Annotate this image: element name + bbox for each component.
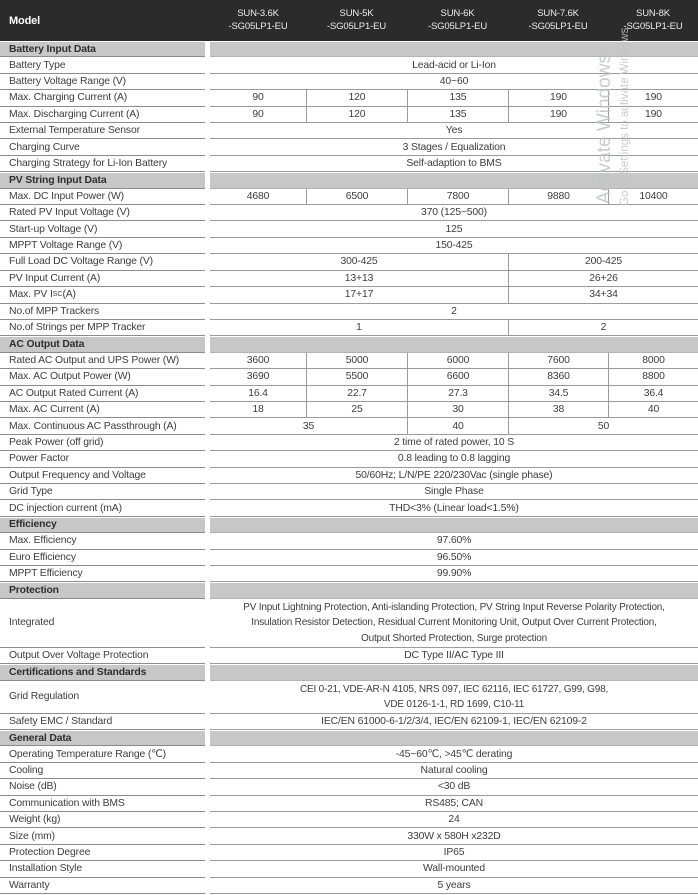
row-values [210,746,698,762]
row-label: Start-up Voltage (V) [0,221,205,237]
row-label: Max. AC Current (A) [0,402,205,418]
table-row [0,763,698,779]
row-values [210,517,698,533]
row-values [210,221,698,237]
row-values [210,107,698,123]
section-title: Battery Input Data [0,41,205,57]
value-cell: 7600 [508,353,608,368]
value-cell: 200-425 [508,254,698,269]
row-label: Max. Charging Current (A) [0,90,205,106]
row-label: Integrated [0,599,205,648]
row-label: Protection Degree [0,845,205,861]
row-label: No.of Strings per MPP Tracker [0,320,205,336]
row-values [210,123,698,139]
section-title: General Data [0,730,205,746]
value-cell: 34+34 [508,287,698,302]
value-cell: 10400 [608,189,698,204]
row-label: Charging Curve [0,139,205,155]
row-values [210,714,698,730]
value-cell: 3690 [246,371,270,383]
section-title: PV String Input Data [0,172,205,188]
row-values [210,353,698,369]
value-cell: 13+13 [344,272,374,284]
table-body [0,41,698,895]
value-cell: Yes [445,125,463,137]
row-values [210,812,698,828]
row-label: Warranty [0,878,205,894]
value-cell: Wall-mounted [423,863,485,875]
value-cell: 5 years [437,879,471,891]
row-label: MPPT Voltage Range (V) [0,238,205,254]
table-row [0,369,698,385]
watermark-subtitle: Go to Settings to activate Windows [619,27,631,206]
row-values [210,451,698,467]
model-column [508,0,608,41]
model-column [210,0,306,41]
table-row [0,828,698,844]
table-row [0,599,698,648]
row-label: Weight (kg) [0,812,205,828]
table-row [0,139,698,155]
row-values [210,336,698,352]
value-cell: 16.4 [248,387,268,399]
value-cell: 18 [252,404,264,416]
value-cell: 7800 [407,189,508,204]
table-row [0,189,698,205]
value-cell: 150-425 [435,240,473,252]
value-cell: 38 [508,402,608,417]
row-label: Cooling [0,763,205,779]
value-cell: PV Input Lightning Protection, Anti-islanding Protection, PV String Input Reverse Polarity Protection, Insulation Resistor Detection, Residual Current Monitoring Unit, Output Over Current Protection, Output Shorted Protection, Surge protection [243,601,665,644]
value-cell: 8360 [508,369,608,384]
value-cell: 40~60 [439,76,469,88]
section-title: AC Output Data [0,336,205,352]
value-cell: 120 [306,107,407,122]
row-values [210,156,698,172]
row-label: Max. Discharging Current (A) [0,107,205,123]
row-values [210,828,698,844]
value-cell: 120 [306,90,407,105]
value-cell: 8800 [608,369,698,384]
table-row [0,386,698,402]
value-cell: 4680 [246,190,270,202]
value-cell: <30 dB [437,781,471,793]
row-label: Rated PV Input Voltage (V) [0,205,205,221]
row-label: Max. Efficiency [0,533,205,549]
table-row [0,451,698,467]
section-row [0,730,698,746]
value-cell: 34.5 [508,386,608,401]
value-cell: 8000 [608,353,698,368]
row-values [210,550,698,566]
table-row [0,287,698,303]
value-cell: -45~60℃, >45℃ derating [395,749,513,761]
value-cell: 0.8 leading to 0.8 lagging [397,453,511,465]
row-values [210,74,698,90]
row-values [210,402,698,418]
table-header [0,0,698,41]
row-label: Max. PV I SC (A) [0,287,205,303]
model-name: SUN-6K [440,8,475,19]
table-row [0,123,698,139]
row-values [210,763,698,779]
model-name: SUN-5K [339,8,374,19]
row-label: DC injection current (mA) [0,500,205,516]
section-title: Efficiency [0,517,205,533]
value-cell: 50 [508,418,698,433]
table-row [0,205,698,221]
row-label: Noise (dB) [0,779,205,795]
table-row [0,681,698,714]
row-values [210,861,698,877]
model-suffix: -SG05LP1-EU [528,20,588,32]
row-label: Communication with BMS [0,796,205,812]
row-values [210,254,698,270]
row-values [210,878,698,894]
value-cell: Natural cooling [420,765,488,777]
model-suffix: -SG05LP1-EU [623,20,683,32]
row-label: Max. AC Output Power (W) [0,369,205,385]
model-columns [210,0,698,41]
value-cell: 35 [302,420,315,432]
row-values [210,664,698,680]
model-name: SUN-7.6K [537,8,579,19]
value-cell: DC Type II/AC Type III [404,650,504,662]
row-values [210,779,698,795]
table-row [0,271,698,287]
row-values [210,435,698,451]
row-values [210,418,698,434]
value-cell: 40 [407,418,508,433]
section-row [0,517,698,533]
row-values [210,386,698,402]
value-cell: 2 [451,305,457,317]
value-cell: 26+26 [508,271,698,286]
model-suffix: -SG05LP1-EU [228,20,288,32]
row-values [210,468,698,484]
value-cell: 330W x 580H x232D [407,830,501,842]
row-values [210,41,698,57]
row-values [210,681,698,714]
table-row [0,533,698,549]
table-row [0,746,698,762]
value-cell: 50/60Hz; L/N/PE 220/230Vac (single phase) [355,469,553,481]
row-label: Power Factor [0,451,205,467]
value-cell: 17+17 [344,289,374,301]
row-label: AC Output Rated Current (A) [0,386,205,402]
table-row [0,402,698,418]
value-cell: 6600 [407,369,508,384]
row-values [210,582,698,598]
row-values [210,189,698,205]
table-row [0,484,698,500]
row-label: Safety EMC / Standard [0,714,205,730]
value-cell: 24 [448,814,460,826]
row-values [210,648,698,664]
value-cell: 5000 [306,353,407,368]
value-cell: 2 [508,320,698,335]
row-values [210,845,698,861]
table-row [0,566,698,582]
value-cell: 96.50% [436,551,472,563]
value-cell: 97.60% [436,535,472,547]
section-row [0,41,698,57]
section-row [0,664,698,680]
table-row [0,435,698,451]
row-label: Operating Temperature Range (℃) [0,746,205,762]
value-cell: 36.4 [608,386,698,401]
table-row [0,74,698,90]
row-label: Max. DC Input Power (W) [0,189,205,205]
value-cell: 5500 [306,369,407,384]
value-cell: 1 [356,322,362,334]
row-values [210,304,698,320]
row-values [210,500,698,516]
row-values [210,320,698,336]
model-column [608,0,698,41]
row-label: External Temperature Sensor [0,123,205,139]
section-title: Protection [0,582,205,598]
value-cell: 190 [608,107,698,122]
row-label: No.of MPP Trackers [0,304,205,320]
row-values [210,271,698,287]
row-label: Max. Continuous AC Passthrough (A) [0,418,205,434]
table-row [0,550,698,566]
model-name: SUN-8K [636,8,670,19]
section-title: Certifications and Standards [0,664,205,680]
table-row [0,500,698,516]
row-label: Output Frequency and Voltage [0,468,205,484]
value-cell: 99.90% [436,568,472,580]
value-cell: 9880 [508,189,608,204]
model-header-label: Model [9,14,41,27]
row-label: Peak Power (off grid) [0,435,205,451]
table-row [0,107,698,123]
row-values [210,287,698,303]
table-row [0,878,698,894]
value-cell: 125 [445,223,463,235]
table-row [0,714,698,730]
row-label: Battery Voltage Range (V) [0,74,205,90]
table-row [0,254,698,270]
table-row [0,57,698,73]
value-cell: 3600 [246,354,270,366]
section-row [0,172,698,188]
value-cell: Self-adaption to BMS [406,158,502,170]
value-cell: THD<3% (Linear load<1.5%) [389,502,519,514]
table-row [0,320,698,336]
value-cell: 3 Stages / Equalization [402,141,506,153]
row-values [210,172,698,188]
table-row [0,845,698,861]
row-label: Full Load DC Voltage Range (V) [0,254,205,270]
value-cell: Single Phase [424,486,484,498]
value-cell: 135 [407,107,508,122]
row-label: Battery Type [0,57,205,73]
section-row [0,582,698,598]
value-cell: Lead-acid or Li-Ion [412,59,496,71]
table-row [0,156,698,172]
row-values [210,205,698,221]
watermark-title: Activate Windows [594,54,615,204]
value-cell: 40 [608,402,698,417]
value-cell: 2 time of rated power, 10 S [393,436,515,448]
value-cell: 25 [306,402,407,417]
row-label: Grid Type [0,484,205,500]
model-name: SUN-3.6K [237,8,279,19]
table-row [0,221,698,237]
value-cell: 190 [508,107,608,122]
row-label: Installation Style [0,861,205,877]
row-values [210,57,698,73]
row-values [210,566,698,582]
row-label: Output Over Voltage Protection [0,648,205,664]
table-row [0,648,698,664]
value-cell: IP65 [443,847,465,859]
row-label: Size (mm) [0,828,205,844]
row-label: Euro Efficiency [0,550,205,566]
value-cell: 370 (125~500) [421,207,487,219]
row-values [210,139,698,155]
row-label: Grid Regulation [0,681,205,714]
value-cell: 22.7 [306,386,407,401]
value-cell: CEI 0-21, VDE-AR-N 4105, NRS 097, IEC 62116, IEC 61727, G99, G98, VDE 0126-1-1, RD 1699, C10-11 [299,683,609,711]
model-suffix: -SG05LP1-EU [326,20,387,32]
table-row [0,779,698,795]
table-row [0,90,698,106]
row-values [210,599,698,648]
row-values [210,238,698,254]
row-label: Charging Strategy for Li-Ion Battery [0,156,205,172]
value-cell: 300-425 [340,256,378,268]
value-cell: 90 [252,92,264,104]
value-cell: 6500 [306,189,407,204]
row-label: Rated AC Output and UPS Power (W) [0,353,205,369]
value-cell: 6000 [407,353,508,368]
table-row [0,861,698,877]
value-cell: RS485; CAN [425,797,483,809]
table-row [0,468,698,484]
table-row [0,353,698,369]
table-row [0,304,698,320]
value-cell: 190 [508,90,608,105]
row-values [210,90,698,106]
row-values [210,796,698,812]
row-label: PV Input Current (A) [0,271,205,287]
value-cell: 190 [608,90,698,105]
row-label: MPPT Efficiency [0,566,205,582]
table-row [0,418,698,434]
value-cell: 30 [407,402,508,417]
model-column [306,0,407,41]
value-cell: 27.3 [407,386,508,401]
value-cell: 135 [407,90,508,105]
value-cell: IEC/EN 61000-6-1/2/3/4, IEC/EN 62109-1, IEC/EN 62109-2 [321,715,587,727]
table-row [0,812,698,828]
table-row [0,796,698,812]
model-column [407,0,508,41]
table-row [0,238,698,254]
row-values [210,730,698,746]
value-cell: 90 [252,108,264,120]
row-values [210,369,698,385]
row-values [210,484,698,500]
row-values [210,533,698,549]
model-suffix: -SG05LP1-EU [427,20,488,32]
section-row [0,336,698,352]
